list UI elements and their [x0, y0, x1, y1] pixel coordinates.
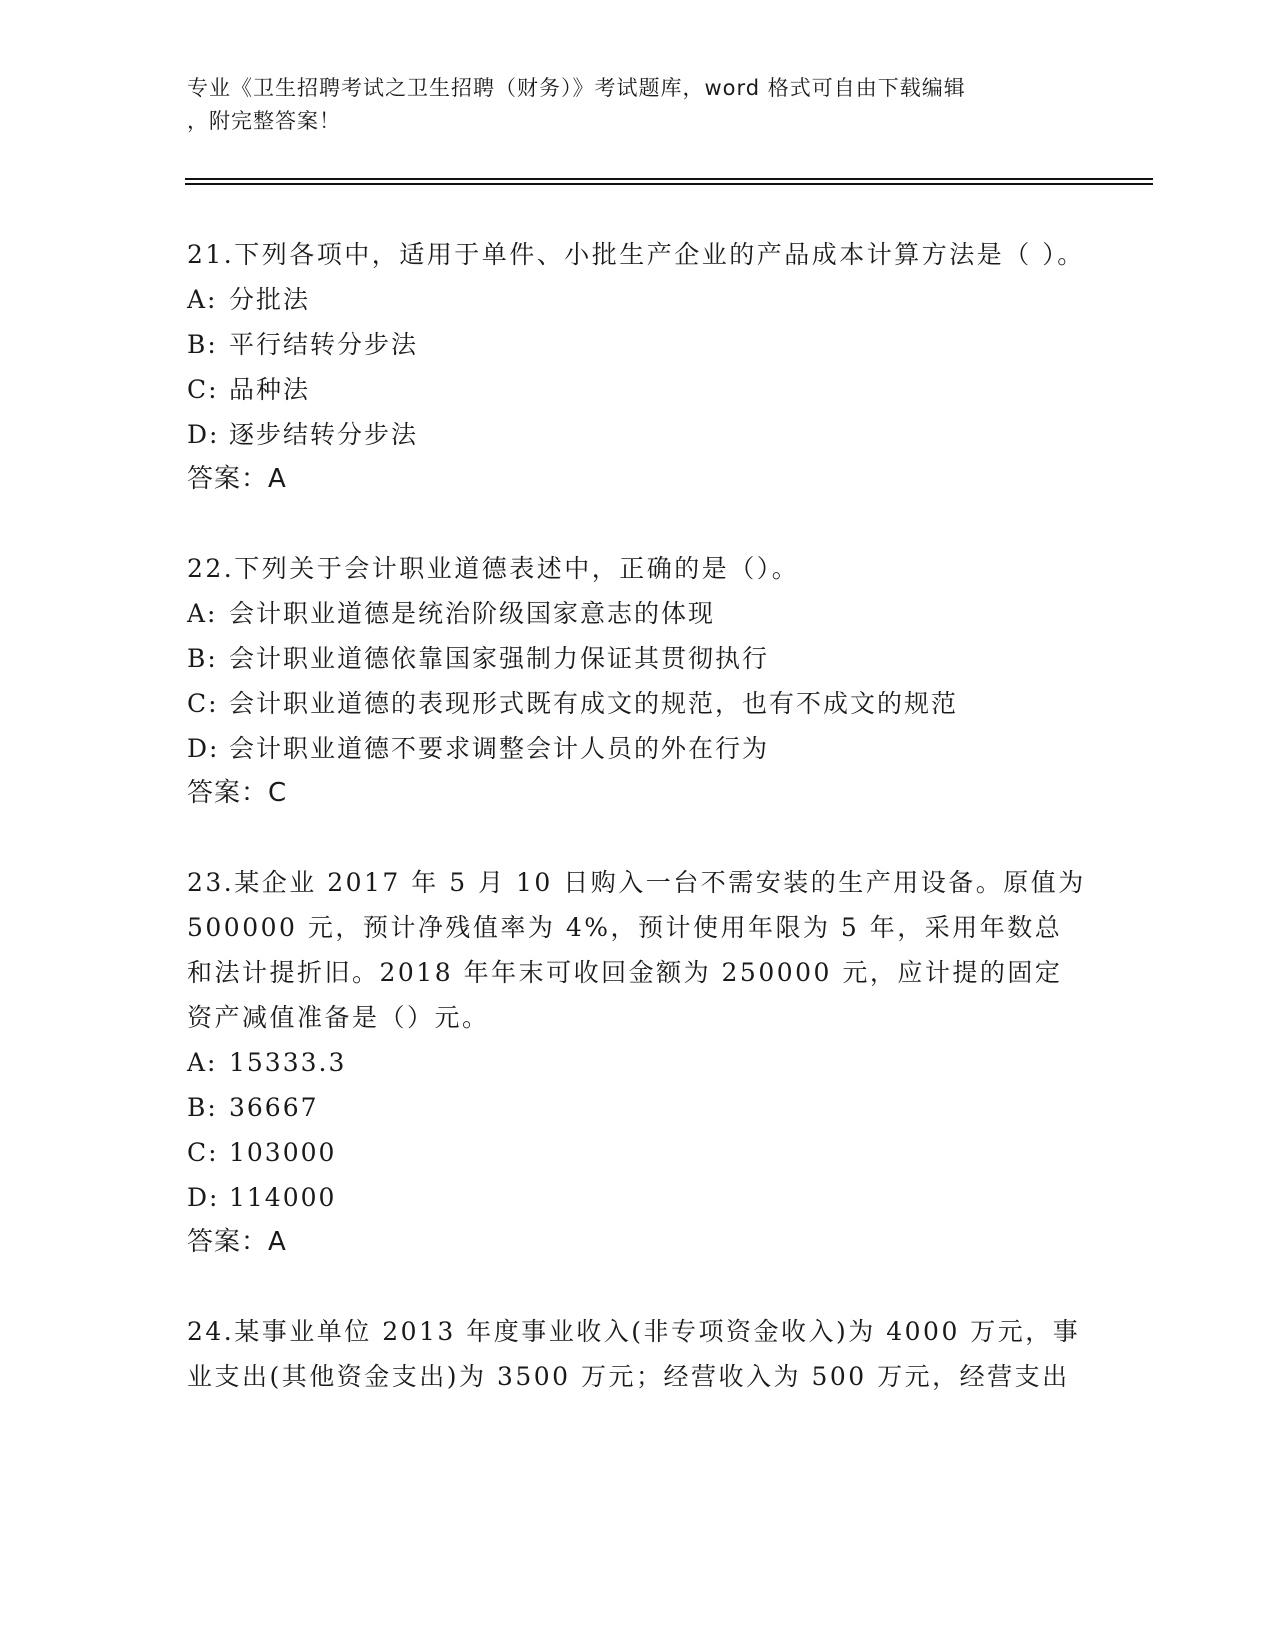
option-label: A: [187, 285, 218, 314]
question-stem: 24.某事业单位 2013 年度事业收入(非专项资金收入)为 4000 万元，事业支出(其他资金支出)为 3500 万元；经营收入为 500 万元，经营支出 [187, 1317, 1081, 1391]
question-21 [187, 232, 1087, 501]
option-b [187, 1085, 1087, 1130]
option-c [187, 681, 1087, 726]
header-divider-bottom [185, 183, 1153, 185]
option-a [187, 591, 1087, 636]
option-d [187, 412, 1087, 457]
option-label: B: [187, 330, 218, 359]
option-text: 15333.3 [229, 1048, 347, 1077]
question-stem: 23.某企业 2017 年 5 月 10 日购入一台不需安装的生产用设备。原值为 500000 元，预计净残值率为 4%，预计使用年限为 5 年，采用年数总和法计提折旧。2018 年年末可收回金额为 250000 元，应计提的固定资产减值准备是（）元。 [187, 868, 1086, 1032]
question-24 [187, 1309, 1087, 1399]
answer-line: 答案：C [187, 778, 288, 808]
option-label: B: [187, 644, 218, 673]
question-stem: 21.下列各项中，适用于单件、小批生产企业的产品成本计算方法是（ ）。 [187, 240, 1085, 269]
answer-line: 答案：A [187, 1227, 287, 1257]
option-a [187, 277, 1087, 322]
option-text: 会计职业道德的表现形式既有成文的规范，也有不成文的规范 [229, 689, 959, 718]
option-text: 会计职业道德依靠国家强制力保证其贯彻执行 [229, 644, 770, 673]
answer-line: 答案：A [187, 464, 287, 494]
option-label: C: [187, 1138, 219, 1167]
question-list [187, 232, 1087, 1444]
option-label: C: [187, 375, 219, 404]
option-text: 36667 [229, 1093, 319, 1122]
option-label: D: [187, 1183, 220, 1212]
option-text: 逐步结转分步法 [229, 420, 419, 449]
option-label: B: [187, 1093, 218, 1122]
option-b [187, 636, 1087, 681]
header-line-1: 专业《卫生招聘考试之卫生招聘（财务）》考试题库，word 格式可自由下载编辑 [187, 76, 966, 100]
question-22 [187, 546, 1087, 815]
option-text: 会计职业道德是统治阶级国家意志的体现 [229, 599, 716, 628]
option-a [187, 1040, 1087, 1085]
option-text: 品种法 [229, 375, 311, 404]
option-label: A: [187, 1048, 218, 1077]
question-23 [187, 860, 1087, 1264]
option-text: 平行结转分步法 [229, 330, 419, 359]
option-label: D: [187, 420, 220, 449]
header-divider-top [185, 178, 1153, 180]
option-d [187, 726, 1087, 771]
option-text: 会计职业道德不要求调整会计人员的外在行为 [229, 734, 770, 763]
option-b [187, 322, 1087, 367]
question-stem: 22.下列关于会计职业道德表述中，正确的是（）。 [187, 554, 800, 583]
option-text: 103000 [229, 1138, 337, 1167]
document-header [187, 72, 1067, 138]
option-text: 114000 [229, 1183, 337, 1212]
option-c [187, 367, 1087, 412]
option-c [187, 1130, 1087, 1175]
option-label: A: [187, 599, 218, 628]
option-text: 分批法 [229, 285, 311, 314]
header-line-2: ，附完整答案！ [187, 109, 341, 133]
option-d [187, 1175, 1087, 1220]
option-label: D: [187, 734, 220, 763]
option-label: C: [187, 689, 219, 718]
